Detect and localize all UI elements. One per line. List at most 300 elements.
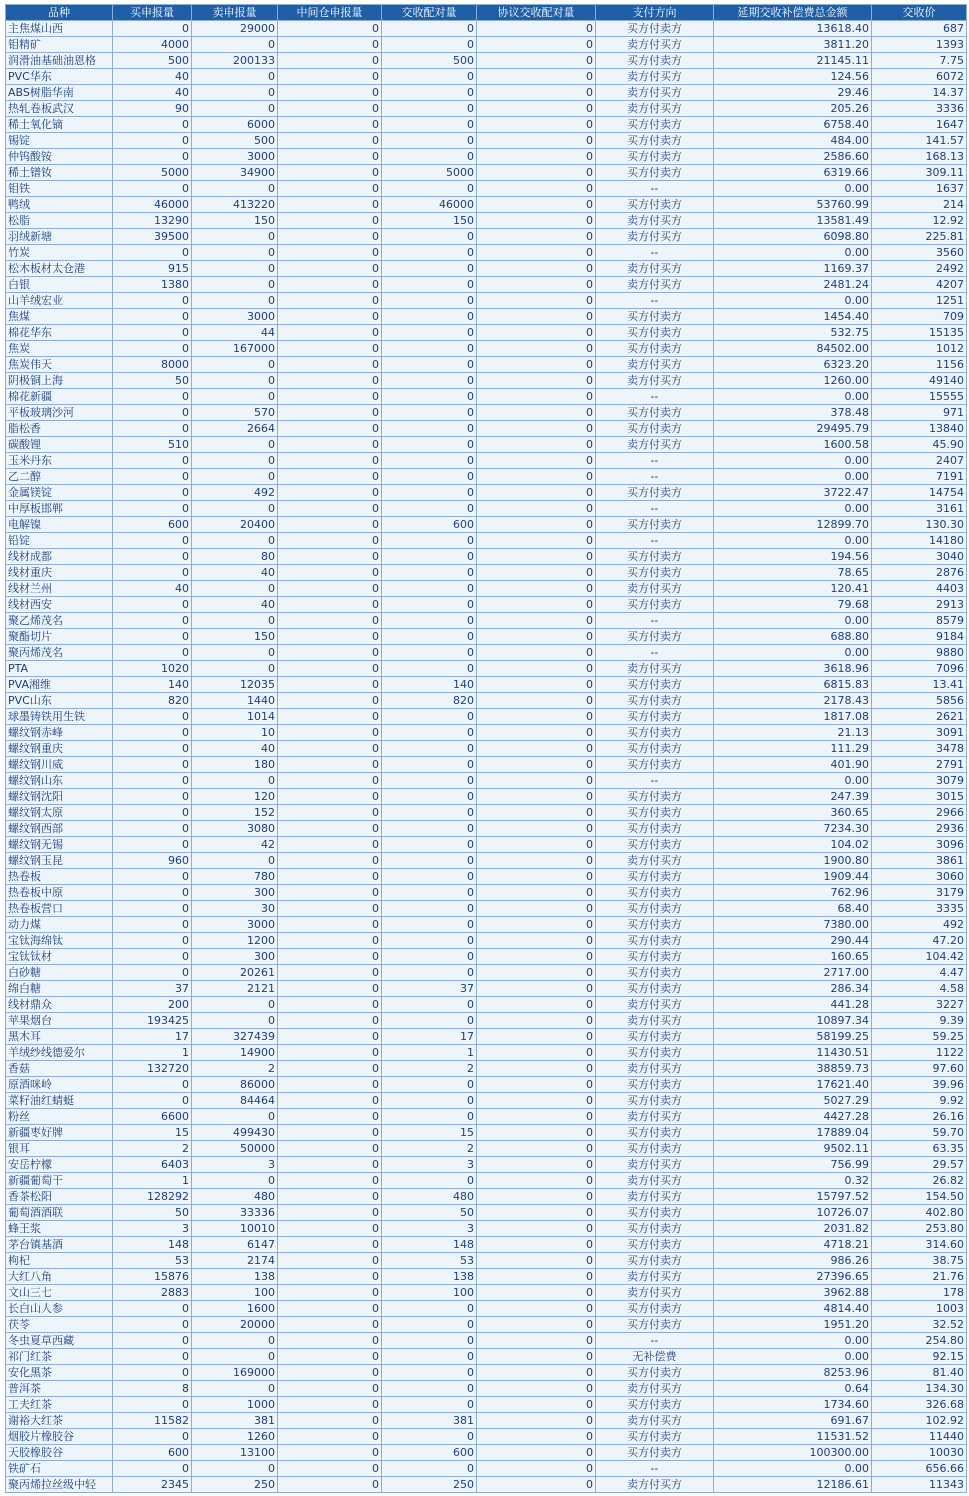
delivery-matched-cell: 381 xyxy=(382,1413,477,1429)
delivery-matched-cell: 0 xyxy=(382,853,477,869)
table-row xyxy=(6,485,967,501)
buy-declared-cell: 820 xyxy=(113,693,192,709)
intermediate-declared-cell: 0 xyxy=(278,1157,382,1173)
buy-declared-cell: 5000 xyxy=(113,165,192,181)
variety-cell: 动力煤 xyxy=(6,917,113,933)
delivery-price-cell: 13.41 xyxy=(872,677,967,693)
compensation-total-cell: 10897.34 xyxy=(714,1013,872,1029)
compensation-total-cell: 11430.51 xyxy=(714,1045,872,1061)
payment-direction-cell: 买方付卖方 xyxy=(596,1253,714,1269)
table-row xyxy=(6,213,967,229)
intermediate-declared-cell: 0 xyxy=(278,101,382,117)
buy-declared-cell: 0 xyxy=(113,245,192,261)
sell-declared-cell: 0 xyxy=(192,1173,278,1189)
payment-direction-cell: 卖方付买方 xyxy=(596,437,714,453)
buy-declared-cell: 0 xyxy=(113,789,192,805)
agreement-matched-cell: 0 xyxy=(477,37,596,53)
sell-declared-cell: 138 xyxy=(192,1269,278,1285)
sell-declared-cell: 14900 xyxy=(192,1045,278,1061)
compensation-total-cell: 401.90 xyxy=(714,757,872,773)
compensation-total-cell: 4427.28 xyxy=(714,1109,872,1125)
agreement-matched-cell: 0 xyxy=(477,117,596,133)
delivery-price-cell: 402.80 xyxy=(872,1205,967,1221)
table-row xyxy=(6,901,967,917)
delivery-price-cell: 3091 xyxy=(872,725,967,741)
buy-declared-cell: 6403 xyxy=(113,1157,192,1173)
delivery-price-cell: 6072 xyxy=(872,69,967,85)
table-row xyxy=(6,1253,967,1269)
sell-declared-cell: 80 xyxy=(192,549,278,565)
intermediate-declared-cell: 0 xyxy=(278,757,382,773)
variety-cell: 茯苓 xyxy=(6,1317,113,1333)
sell-declared-cell: 12035 xyxy=(192,677,278,693)
sell-declared-cell: 0 xyxy=(192,37,278,53)
compensation-total-cell: 11531.52 xyxy=(714,1429,872,1445)
table-row xyxy=(6,709,967,725)
sell-declared-cell: 3000 xyxy=(192,917,278,933)
intermediate-declared-cell: 0 xyxy=(278,37,382,53)
intermediate-declared-cell: 0 xyxy=(278,197,382,213)
delivery-matched-cell: 0 xyxy=(382,1013,477,1029)
variety-cell: 白银 xyxy=(6,277,113,293)
variety-cell: 螺纹钢山东 xyxy=(6,773,113,789)
buy-declared-cell: 1020 xyxy=(113,661,192,677)
compensation-total-cell: 13618.40 xyxy=(714,21,872,37)
table-row xyxy=(6,133,967,149)
table-row xyxy=(6,661,967,677)
payment-direction-cell: 卖方付买方 xyxy=(596,373,714,389)
buy-declared-cell: 0 xyxy=(113,629,192,645)
agreement-matched-cell: 0 xyxy=(477,325,596,341)
agreement-matched-cell: 0 xyxy=(477,1061,596,1077)
agreement-matched-cell: 0 xyxy=(477,693,596,709)
delivery-price-cell: 3060 xyxy=(872,869,967,885)
agreement-matched-cell: 0 xyxy=(477,181,596,197)
agreement-matched-cell: 0 xyxy=(477,677,596,693)
delivery-matched-cell: 0 xyxy=(382,1317,477,1333)
sell-declared-cell: 250 xyxy=(192,1477,278,1493)
agreement-matched-cell: 0 xyxy=(477,1205,596,1221)
sell-declared-cell: 34900 xyxy=(192,165,278,181)
variety-cell: 螺纹钢沈阳 xyxy=(6,789,113,805)
intermediate-declared-cell: 0 xyxy=(278,597,382,613)
variety-cell: 香菇 xyxy=(6,1061,113,1077)
delivery-price-cell: 3096 xyxy=(872,837,967,853)
delivery-price-cell: 2791 xyxy=(872,757,967,773)
delivery-price-cell: 9184 xyxy=(872,629,967,645)
agreement-matched-cell: 0 xyxy=(477,229,596,245)
delivery-matched-cell: 0 xyxy=(382,309,477,325)
table-row xyxy=(6,1397,967,1413)
variety-cell: 螺纹钢西部 xyxy=(6,821,113,837)
payment-direction-cell: 买方付卖方 xyxy=(596,965,714,981)
variety-cell: 螺纹钢玉昆 xyxy=(6,853,113,869)
delivery-price-cell: 59.70 xyxy=(872,1125,967,1141)
variety-cell: ABS树脂华南 xyxy=(6,85,113,101)
delivery-price-cell: 2936 xyxy=(872,821,967,837)
buy-declared-cell: 2 xyxy=(113,1141,192,1157)
intermediate-declared-cell: 0 xyxy=(278,853,382,869)
intermediate-declared-cell: 0 xyxy=(278,453,382,469)
delivery-matched-cell: 600 xyxy=(382,1445,477,1461)
delivery-price-cell: 7.75 xyxy=(872,53,967,69)
agreement-matched-cell: 0 xyxy=(477,1269,596,1285)
delivery-matched-cell: 0 xyxy=(382,229,477,245)
table-header xyxy=(6,5,967,21)
buy-declared-cell: 0 xyxy=(113,757,192,773)
agreement-matched-cell: 0 xyxy=(477,789,596,805)
delivery-price-cell: 1122 xyxy=(872,1045,967,1061)
buy-declared-cell: 0 xyxy=(113,901,192,917)
agreement-matched-cell: 0 xyxy=(477,1445,596,1461)
compensation-total-cell: 4718.21 xyxy=(714,1237,872,1253)
variety-cell: 碳酸锂 xyxy=(6,437,113,453)
sell-declared-cell: 0 xyxy=(192,373,278,389)
table-row xyxy=(6,981,967,997)
sell-declared-cell: 40 xyxy=(192,565,278,581)
sell-declared-cell: 3080 xyxy=(192,821,278,837)
delivery-matched-cell: 0 xyxy=(382,245,477,261)
variety-cell: 大红八角 xyxy=(6,1269,113,1285)
buy-declared-cell: 0 xyxy=(113,389,192,405)
sell-declared-cell: 0 xyxy=(192,181,278,197)
payment-direction-cell: 买方付卖方 xyxy=(596,821,714,837)
delivery-price-cell: 687 xyxy=(872,21,967,37)
delivery-price-cell: 4.58 xyxy=(872,981,967,997)
payment-direction-cell: 买方付卖方 xyxy=(596,805,714,821)
buy-declared-cell: 0 xyxy=(113,837,192,853)
compensation-total-cell: 13581.49 xyxy=(714,213,872,229)
buy-declared-cell: 40 xyxy=(113,581,192,597)
sell-declared-cell: 0 xyxy=(192,293,278,309)
intermediate-declared-cell: 0 xyxy=(278,325,382,341)
agreement-matched-cell: 0 xyxy=(477,1109,596,1125)
compensation-total-cell: 8253.96 xyxy=(714,1365,872,1381)
payment-direction-cell: 买方付卖方 xyxy=(596,549,714,565)
table-row xyxy=(6,1269,967,1285)
sell-declared-cell: 0 xyxy=(192,581,278,597)
payment-direction-cell: 买方付卖方 xyxy=(596,1221,714,1237)
delivery-matched-cell: 1 xyxy=(382,1045,477,1061)
delivery-matched-cell: 0 xyxy=(382,373,477,389)
buy-declared-cell: 960 xyxy=(113,853,192,869)
agreement-matched-cell: 0 xyxy=(477,725,596,741)
delivery-price-cell: 3079 xyxy=(872,773,967,789)
table-row xyxy=(6,1285,967,1301)
intermediate-declared-cell: 0 xyxy=(278,1429,382,1445)
intermediate-declared-cell: 0 xyxy=(278,21,382,37)
buy-declared-cell: 40 xyxy=(113,85,192,101)
compensation-total-cell: 12186.61 xyxy=(714,1477,872,1493)
variety-cell: 原酒咪岭 xyxy=(6,1077,113,1093)
compensation-total-cell: 1260.00 xyxy=(714,373,872,389)
delivery-price-cell: 3179 xyxy=(872,885,967,901)
delivery-matched-cell: 3 xyxy=(382,1221,477,1237)
sell-declared-cell: 1000 xyxy=(192,1397,278,1413)
compensation-total-cell: 3618.96 xyxy=(714,661,872,677)
intermediate-declared-cell: 0 xyxy=(278,293,382,309)
payment-direction-cell: 卖方付买方 xyxy=(596,69,714,85)
intermediate-declared-cell: 0 xyxy=(278,1413,382,1429)
payment-direction-cell: 买方付卖方 xyxy=(596,53,714,69)
payment-direction-cell: 买方付卖方 xyxy=(596,949,714,965)
compensation-total-cell: 532.75 xyxy=(714,325,872,341)
variety-cell: 鸭绒 xyxy=(6,197,113,213)
variety-cell: 宝钛海绵钛 xyxy=(6,933,113,949)
sell-declared-cell: 0 xyxy=(192,661,278,677)
compensation-total-cell: 194.56 xyxy=(714,549,872,565)
payment-direction-cell: -- xyxy=(596,181,714,197)
payment-direction-cell: -- xyxy=(596,645,714,661)
table-row xyxy=(6,421,967,437)
compensation-total-cell: 2031.82 xyxy=(714,1221,872,1237)
delivery-price-cell: 104.42 xyxy=(872,949,967,965)
delivery-price-cell: 15135 xyxy=(872,325,967,341)
variety-cell: 热卷板中原 xyxy=(6,885,113,901)
delivery-matched-cell: 15 xyxy=(382,1125,477,1141)
sell-declared-cell: 2174 xyxy=(192,1253,278,1269)
compensation-total-cell: 691.67 xyxy=(714,1413,872,1429)
compensation-total-cell: 205.26 xyxy=(714,101,872,117)
variety-cell: 苹果烟台 xyxy=(6,1013,113,1029)
intermediate-declared-cell: 0 xyxy=(278,181,382,197)
col-header-agreement-matched: 协议交收配对量 xyxy=(477,5,596,21)
table-row xyxy=(6,1189,967,1205)
variety-cell: 聚乙烯茂名 xyxy=(6,613,113,629)
delivery-matched-cell: 0 xyxy=(382,549,477,565)
intermediate-declared-cell: 0 xyxy=(278,549,382,565)
payment-direction-cell: 买方付卖方 xyxy=(596,21,714,37)
agreement-matched-cell: 0 xyxy=(477,165,596,181)
compensation-total-cell: 0.00 xyxy=(714,1349,872,1365)
buy-declared-cell: 0 xyxy=(113,965,192,981)
agreement-matched-cell: 0 xyxy=(477,101,596,117)
delivery-price-cell: 4.47 xyxy=(872,965,967,981)
sell-declared-cell: 6147 xyxy=(192,1237,278,1253)
agreement-matched-cell: 0 xyxy=(477,149,596,165)
agreement-matched-cell: 0 xyxy=(477,613,596,629)
agreement-matched-cell: 0 xyxy=(477,197,596,213)
table-row xyxy=(6,805,967,821)
table-row xyxy=(6,165,967,181)
compensation-total-cell: 756.99 xyxy=(714,1157,872,1173)
buy-declared-cell: 39500 xyxy=(113,229,192,245)
variety-cell: 线材兰州 xyxy=(6,581,113,597)
agreement-matched-cell: 0 xyxy=(477,1477,596,1493)
compensation-total-cell: 1951.20 xyxy=(714,1317,872,1333)
sell-declared-cell: 0 xyxy=(192,1109,278,1125)
intermediate-declared-cell: 0 xyxy=(278,581,382,597)
sell-declared-cell: 50000 xyxy=(192,1141,278,1157)
agreement-matched-cell: 0 xyxy=(477,213,596,229)
delivery-price-cell: 314.60 xyxy=(872,1237,967,1253)
table-row xyxy=(6,949,967,965)
variety-cell: 香茶松阳 xyxy=(6,1189,113,1205)
buy-declared-cell: 0 xyxy=(113,453,192,469)
compensation-total-cell: 58199.25 xyxy=(714,1029,872,1045)
compensation-total-cell: 0.00 xyxy=(714,501,872,517)
payment-direction-cell: -- xyxy=(596,501,714,517)
delivery-matched-cell: 0 xyxy=(382,1173,477,1189)
payment-direction-cell: 买方付卖方 xyxy=(596,837,714,853)
delivery-price-cell: 709 xyxy=(872,309,967,325)
buy-declared-cell: 915 xyxy=(113,261,192,277)
buy-declared-cell: 0 xyxy=(113,325,192,341)
sell-declared-cell: 500 xyxy=(192,133,278,149)
variety-cell: 宝钛钛材 xyxy=(6,949,113,965)
intermediate-declared-cell: 0 xyxy=(278,53,382,69)
payment-direction-cell: -- xyxy=(596,293,714,309)
table-row xyxy=(6,1173,967,1189)
compensation-total-cell: 1600.58 xyxy=(714,437,872,453)
sell-declared-cell: 3000 xyxy=(192,149,278,165)
delivery-matched-cell: 0 xyxy=(382,101,477,117)
sell-declared-cell: 0 xyxy=(192,773,278,789)
intermediate-declared-cell: 0 xyxy=(278,357,382,373)
delivery-price-cell: 141.57 xyxy=(872,133,967,149)
compensation-total-cell: 688.80 xyxy=(714,629,872,645)
variety-cell: 阴极铜上海 xyxy=(6,373,113,389)
delivery-price-cell: 1003 xyxy=(872,1301,967,1317)
compensation-total-cell: 7380.00 xyxy=(714,917,872,933)
buy-declared-cell: 37 xyxy=(113,981,192,997)
buy-declared-cell: 0 xyxy=(113,501,192,517)
payment-direction-cell: 买方付卖方 xyxy=(596,165,714,181)
buy-declared-cell: 0 xyxy=(113,181,192,197)
intermediate-declared-cell: 0 xyxy=(278,1221,382,1237)
variety-cell: 钼精矿 xyxy=(6,37,113,53)
delivery-matched-cell: 0 xyxy=(382,453,477,469)
variety-cell: 普洱茶 xyxy=(6,1381,113,1397)
table-row xyxy=(6,757,967,773)
compensation-total-cell: 3722.47 xyxy=(714,485,872,501)
delivery-price-cell: 3560 xyxy=(872,245,967,261)
intermediate-declared-cell: 0 xyxy=(278,261,382,277)
intermediate-declared-cell: 0 xyxy=(278,1285,382,1301)
variety-cell: PVC山东 xyxy=(6,693,113,709)
table-row xyxy=(6,341,967,357)
variety-cell: 谢裕大红茶 xyxy=(6,1413,113,1429)
delivery-matched-cell: 0 xyxy=(382,1429,477,1445)
agreement-matched-cell: 0 xyxy=(477,1349,596,1365)
delivery-matched-cell: 0 xyxy=(382,1381,477,1397)
delivery-price-cell: 47.20 xyxy=(872,933,967,949)
intermediate-declared-cell: 0 xyxy=(278,1077,382,1093)
compensation-total-cell: 378.48 xyxy=(714,405,872,421)
buy-declared-cell: 132720 xyxy=(113,1061,192,1077)
agreement-matched-cell: 0 xyxy=(477,357,596,373)
agreement-matched-cell: 0 xyxy=(477,453,596,469)
agreement-matched-cell: 0 xyxy=(477,565,596,581)
table-row xyxy=(6,597,967,613)
intermediate-declared-cell: 0 xyxy=(278,1173,382,1189)
sell-declared-cell: 780 xyxy=(192,869,278,885)
payment-direction-cell: 买方付卖方 xyxy=(596,1141,714,1157)
sell-declared-cell: 100 xyxy=(192,1285,278,1301)
table-row xyxy=(6,53,967,69)
intermediate-declared-cell: 0 xyxy=(278,277,382,293)
payment-direction-cell: 卖方付买方 xyxy=(596,1381,714,1397)
variety-cell: 安岳柠檬 xyxy=(6,1157,113,1173)
payment-direction-cell: 买方付卖方 xyxy=(596,933,714,949)
sell-declared-cell: 0 xyxy=(192,1013,278,1029)
delivery-matched-cell: 0 xyxy=(382,341,477,357)
sell-declared-cell: 167000 xyxy=(192,341,278,357)
delivery-matched-cell: 0 xyxy=(382,965,477,981)
payment-direction-cell: 买方付卖方 xyxy=(596,1077,714,1093)
delivery-price-cell: 5856 xyxy=(872,693,967,709)
delivery-matched-cell: 2 xyxy=(382,1061,477,1077)
variety-cell: 工夫红茶 xyxy=(6,1397,113,1413)
table-row xyxy=(6,581,967,597)
delivery-matched-cell: 0 xyxy=(382,741,477,757)
compensation-total-cell: 68.40 xyxy=(714,901,872,917)
payment-direction-cell: 买方付卖方 xyxy=(596,757,714,773)
variety-cell: 电解镍 xyxy=(6,517,113,533)
variety-cell: 平板玻璃沙河 xyxy=(6,405,113,421)
intermediate-declared-cell: 0 xyxy=(278,677,382,693)
agreement-matched-cell: 0 xyxy=(477,1029,596,1045)
delivery-matched-cell: 0 xyxy=(382,37,477,53)
intermediate-declared-cell: 0 xyxy=(278,1093,382,1109)
payment-direction-cell: 卖方付买方 xyxy=(596,1109,714,1125)
intermediate-declared-cell: 0 xyxy=(278,133,382,149)
delivery-matched-cell: 0 xyxy=(382,645,477,661)
payment-direction-cell: 买方付卖方 xyxy=(596,917,714,933)
delivery-matched-cell: 0 xyxy=(382,1397,477,1413)
sell-declared-cell: 20261 xyxy=(192,965,278,981)
intermediate-declared-cell: 0 xyxy=(278,997,382,1013)
table-row xyxy=(6,1205,967,1221)
buy-declared-cell: 1380 xyxy=(113,277,192,293)
table-row xyxy=(6,21,967,37)
delivery-price-cell: 1637 xyxy=(872,181,967,197)
variety-cell: 焦炭 xyxy=(6,341,113,357)
payment-direction-cell: -- xyxy=(596,773,714,789)
col-header-variety: 品种 xyxy=(6,5,113,21)
delivery-matched-cell: 0 xyxy=(382,917,477,933)
delivery-matched-cell: 46000 xyxy=(382,197,477,213)
table-row xyxy=(6,629,967,645)
compensation-total-cell: 6323.20 xyxy=(714,357,872,373)
variety-cell: 脂松香 xyxy=(6,421,113,437)
variety-cell: 棉花华东 xyxy=(6,325,113,341)
variety-cell: 稀土氧化镝 xyxy=(6,117,113,133)
payment-direction-cell: 买方付卖方 xyxy=(596,421,714,437)
agreement-matched-cell: 0 xyxy=(477,821,596,837)
delivery-matched-cell: 250 xyxy=(382,1477,477,1493)
agreement-matched-cell: 0 xyxy=(477,837,596,853)
buy-declared-cell: 90 xyxy=(113,101,192,117)
delivery-price-cell: 1012 xyxy=(872,341,967,357)
agreement-matched-cell: 0 xyxy=(477,1301,596,1317)
compensation-total-cell: 2586.60 xyxy=(714,149,872,165)
compensation-total-cell: 120.41 xyxy=(714,581,872,597)
delivery-price-cell: 49140 xyxy=(872,373,967,389)
agreement-matched-cell: 0 xyxy=(477,917,596,933)
compensation-total-cell: 0.00 xyxy=(714,469,872,485)
table-row xyxy=(6,789,967,805)
table-row xyxy=(6,1125,967,1141)
delivery-matched-cell: 53 xyxy=(382,1253,477,1269)
sell-declared-cell: 0 xyxy=(192,229,278,245)
agreement-matched-cell: 0 xyxy=(477,549,596,565)
compensation-total-cell: 0.00 xyxy=(714,645,872,661)
delivery-price-cell: 3335 xyxy=(872,901,967,917)
table-row xyxy=(6,549,967,565)
delivery-matched-cell: 0 xyxy=(382,837,477,853)
delivery-price-cell: 39.96 xyxy=(872,1077,967,1093)
